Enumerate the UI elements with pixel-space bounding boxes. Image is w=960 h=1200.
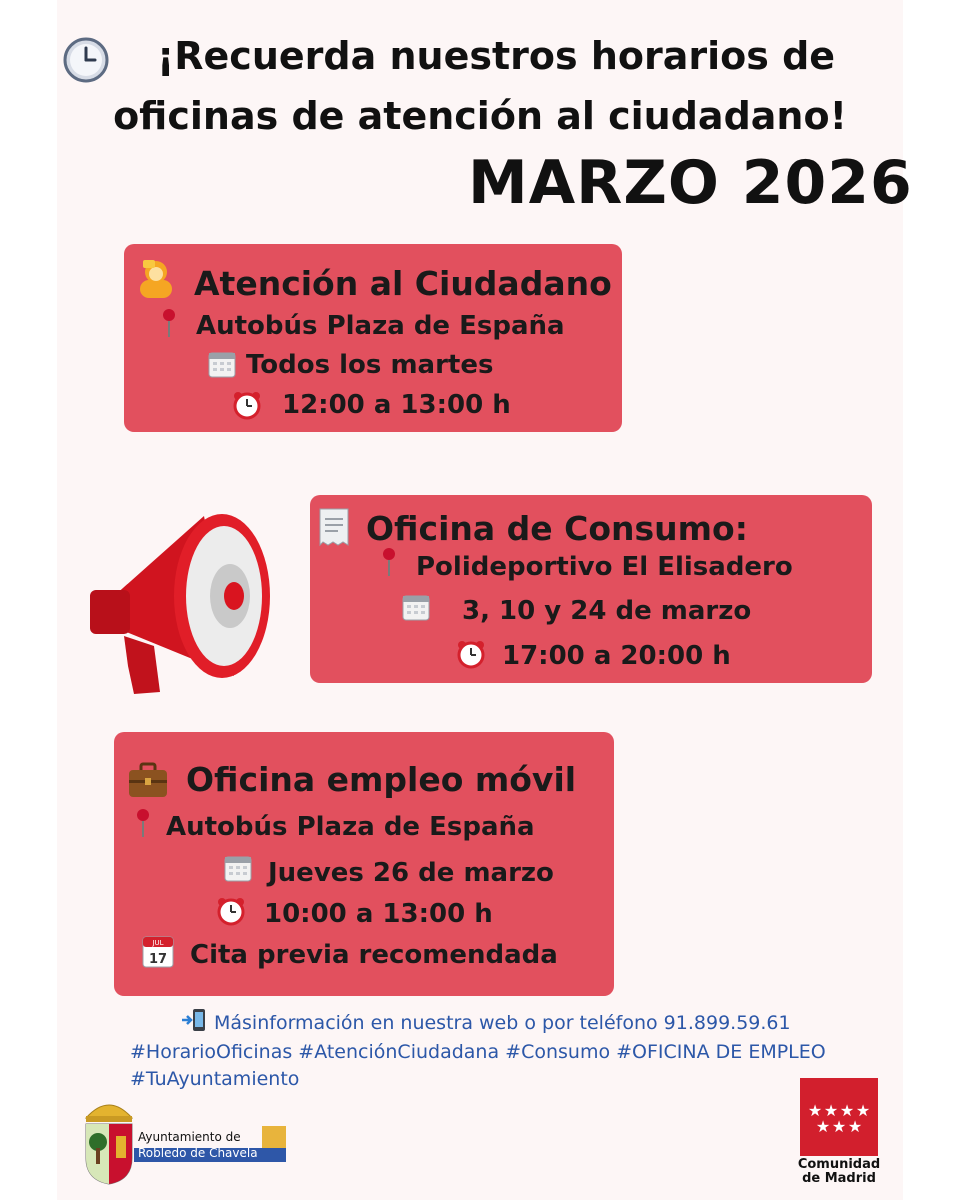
hashtags-line1[interactable]: #HorarioOficinas #AtenciónCiudadana #Consumo #OFICINA DE EMPLEO xyxy=(130,1041,826,1063)
calendar-icon xyxy=(208,350,236,378)
ayuntamiento-name-line1: Ayuntamiento de xyxy=(138,1130,241,1144)
phone-arrow-icon xyxy=(182,1008,206,1032)
ayuntamiento-crest-logo xyxy=(76,1090,142,1186)
pin-icon xyxy=(162,308,176,338)
page-title-line1: ¡Recuerda nuestros horarios de xyxy=(156,34,836,78)
pin-icon xyxy=(382,547,396,577)
svg-text:★: ★ xyxy=(807,1101,823,1120)
calendar-icon xyxy=(402,593,430,621)
card-oficina-consumo xyxy=(310,495,872,683)
svg-text:★: ★ xyxy=(847,1117,863,1136)
card-hours: 17:00 a 20:00 h xyxy=(502,641,731,671)
card-hours: 12:00 a 13:00 h xyxy=(282,390,511,420)
comunidad-madrid-line1: Comunidad xyxy=(797,1157,881,1172)
briefcase-icon xyxy=(128,762,168,798)
month-heading: MARZO 2026 xyxy=(468,148,913,218)
card-days: Jueves 26 de marzo xyxy=(268,858,554,888)
receipt-icon xyxy=(318,507,350,547)
comunidad-madrid-line2: de Madrid xyxy=(802,1171,876,1186)
page-title-line2: oficinas de atención al ciudadano! xyxy=(113,94,847,138)
alarm-clock-icon xyxy=(456,639,486,669)
svg-text:★: ★ xyxy=(815,1117,831,1136)
dated-calendar-icon xyxy=(142,936,174,968)
megaphone-icon xyxy=(84,496,280,696)
svg-text:★: ★ xyxy=(839,1101,855,1120)
card-atencion-ciudadano xyxy=(124,244,622,432)
svg-text:17: 17 xyxy=(148,952,168,967)
crest-stripe-yellow xyxy=(262,1126,286,1148)
person-icon xyxy=(138,258,174,298)
pin-icon xyxy=(136,808,150,838)
ayuntamiento-name-line2: Robledo de Chavela xyxy=(138,1146,258,1160)
svg-text:★: ★ xyxy=(823,1101,839,1120)
card-hours: 10:00 a 13:00 h xyxy=(264,899,493,929)
card-place: Polideportivo El Elisadero xyxy=(416,552,793,582)
alarm-clock-icon xyxy=(216,896,246,926)
card-place: Autobús Plaza de España xyxy=(166,812,535,842)
comunidad-madrid-logo xyxy=(800,1078,878,1156)
svg-text:JUL: JUL xyxy=(152,939,164,947)
more-info-text: Másinformación en nuestra web o por teléfono 91.899.59.61 xyxy=(214,1012,791,1034)
card-days: Todos los martes xyxy=(246,350,494,380)
card-title: Oficina de Consumo: xyxy=(366,509,748,548)
svg-text:★: ★ xyxy=(831,1117,847,1136)
svg-text:★: ★ xyxy=(855,1101,871,1120)
card-place: Autobús Plaza de España xyxy=(196,311,565,341)
alarm-clock-icon xyxy=(232,390,262,420)
calendar-icon xyxy=(224,854,252,882)
card-oficina-empleo xyxy=(114,732,614,996)
card-note: Cita previa recomendada xyxy=(190,940,558,970)
hashtags-line2[interactable]: #TuAyuntamiento xyxy=(130,1068,300,1090)
card-days: 3, 10 y 24 de marzo xyxy=(462,596,752,626)
card-title: Atención al Ciudadano xyxy=(194,264,612,303)
card-title: Oficina empleo móvil xyxy=(186,760,577,799)
